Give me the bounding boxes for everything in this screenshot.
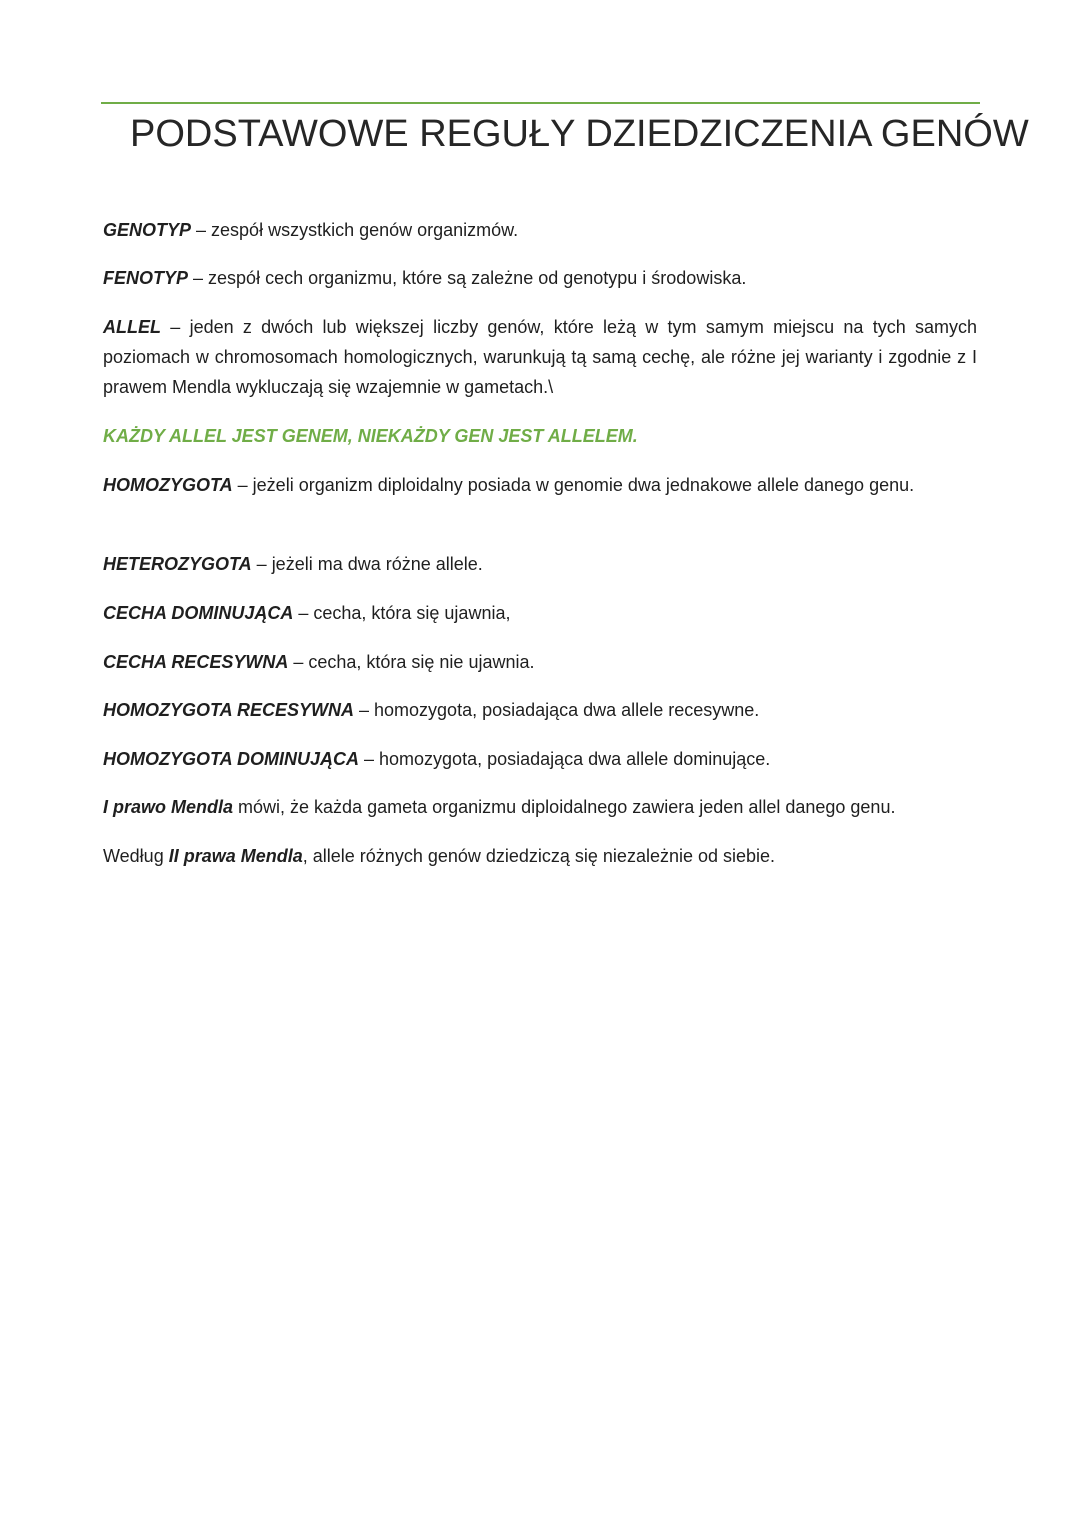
definition-homozygota-dominujaca (103, 744, 977, 774)
page-title: PODSTAWOWE REGUŁY DZIEDZICZENIA GENÓW (130, 113, 1029, 155)
definition-separator: – (251, 554, 272, 574)
definition-term: HETEROZYGOTA (103, 554, 252, 574)
definition-text: zespół cech organizmu, które są zależne od genotypu i środowiska. (208, 268, 747, 288)
definition-separator: – (359, 749, 380, 769)
definition-cecha-dominujaca (103, 598, 977, 628)
definition-text: cecha, która się nie ujawnia. (308, 652, 535, 672)
mendel-prefix: Według (103, 846, 169, 866)
definition-term: CECHA DOMINUJĄCA (103, 603, 294, 623)
definition-text: cecha, która się ujawnia, (313, 603, 511, 623)
definition-separator: – (161, 317, 190, 337)
mendel-first-law (103, 792, 977, 822)
highlight-note: KAŻDY ALLEL JEST GENEM, NIEKAŻDY GEN JEST ALLELEM. (103, 426, 638, 446)
definition-separator: – (354, 700, 375, 720)
definition-text: jeden z dwóch lub większej liczby genów, które leżą w tym samym miejscu na tych samych poziomach w chromosomach homologicznych, warunkują tą samą cechę, ale różne jej warianty i zgodnie z I prawem Mendla wykluczają się wzajemnie w gametach.\ (103, 317, 978, 397)
mendel-text: mówi, że każda gameta organizmu diploidalnego zawiera jeden allel danego genu. (233, 797, 896, 817)
definition-separator: – (191, 220, 212, 240)
definition-homozygota (103, 470, 977, 500)
definition-term: GENOTYP (103, 220, 192, 240)
definition-term: HOMOZYGOTA DOMINUJĄCA (103, 749, 359, 769)
definition-term: CECHA RECESYWNA (103, 652, 289, 672)
definition-genotyp (103, 215, 977, 245)
definition-text: homozygota, posiadająca dwa allele dominujące. (379, 749, 771, 769)
definition-text: zespół wszystkich genów organizmów. (211, 220, 519, 240)
definition-term: FENOTYP (103, 268, 189, 288)
mendel-term: I prawo Mendla (103, 797, 234, 817)
mendel-text: , allele różnych genów dziedziczą się niezależnie od siebie. (302, 846, 776, 866)
definition-term: ALLEL (103, 317, 161, 337)
definition-term: HOMOZYGOTA (103, 475, 233, 495)
title-rule (101, 102, 980, 104)
definition-text: homozygota, posiadająca dwa allele recesywne. (374, 700, 760, 720)
definition-separator: – (188, 268, 209, 288)
definition-term: HOMOZYGOTA RECESYWNA (103, 700, 354, 720)
definition-text: jeżeli ma dwa różne allele. (271, 554, 483, 574)
definition-cecha-recesywna (103, 647, 977, 677)
definition-allel (103, 312, 977, 402)
definition-heterozygota (103, 549, 977, 579)
definition-fenotyp (103, 263, 977, 293)
mendel-second-law (103, 841, 977, 871)
definition-separator: – (288, 652, 309, 672)
definition-separator: – (293, 603, 314, 623)
definition-separator: – (232, 475, 253, 495)
definition-text: jeżeli organizm diploidalny posiada w genomie dwa jednakowe allele danego genu. (252, 475, 915, 495)
mendel-term: II prawa Mendla (168, 846, 303, 866)
definition-homozygota-recesywna (103, 695, 977, 725)
